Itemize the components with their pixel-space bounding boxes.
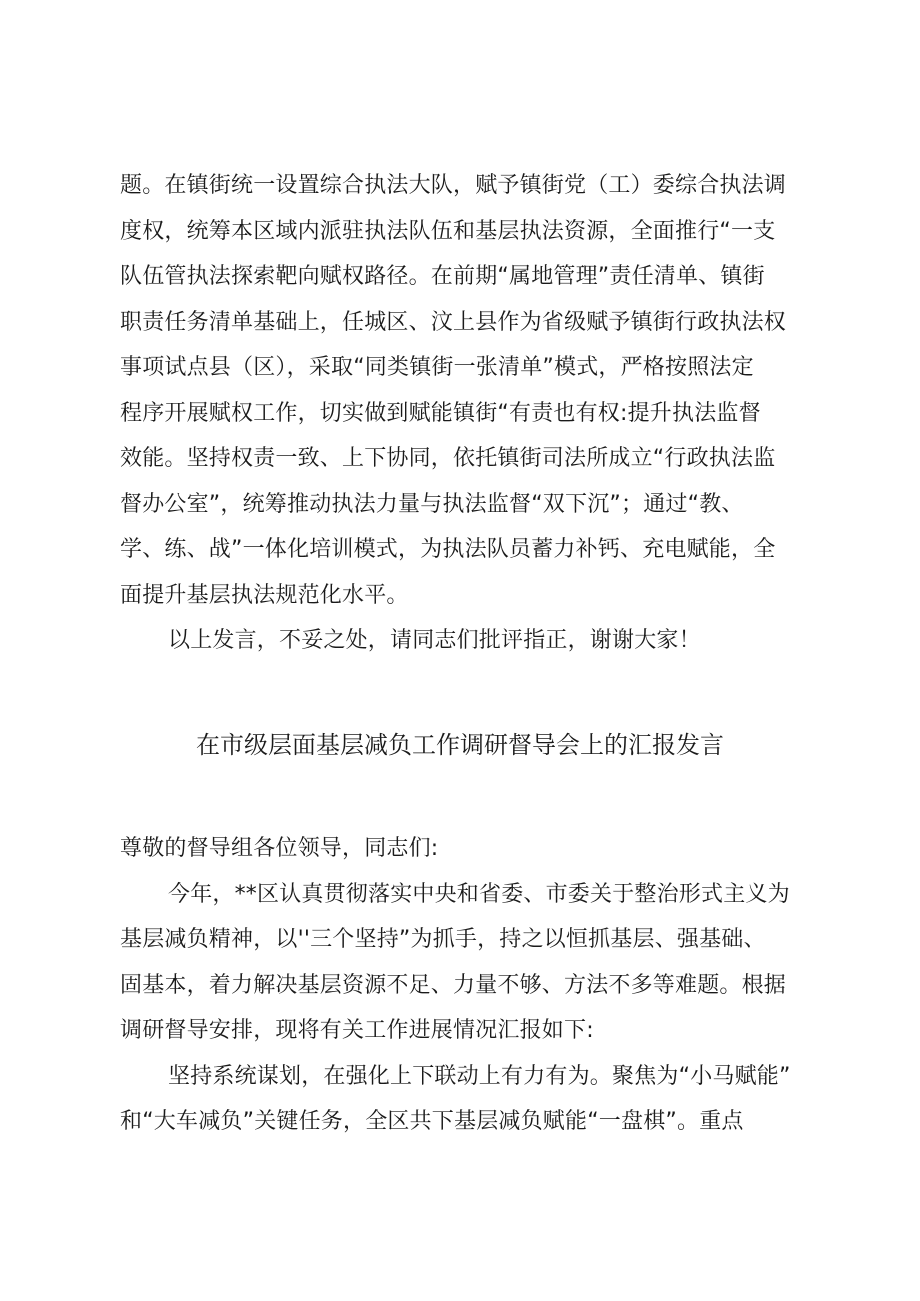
paragraph-line: 坚持系统谋划，在强化上下联动上有力有为。聚焦为“小马赋能” [168, 1063, 791, 1089]
report-speech-body [120, 826, 810, 1145]
paragraph-line: 和“大车减负”关键任务，全区共下基层减负赋能“一盘棋”。重点 [120, 1109, 744, 1134]
paragraph-line: 今年，**区认真贯彻落实中央和省委、市委关于整治形式主义为 [168, 881, 790, 907]
closing-remark: 以上发言，不妥之处，请同志们批评指正，谢谢大家！ [168, 628, 701, 653]
paragraph-line: 督办公室”，统筹推动执法力量与执法监督“双下沉”；通过“教、 [120, 491, 744, 517]
speech-title: 在市级层面基层减负工作调研督导会上的汇报发言 [196, 731, 724, 759]
paragraph-line: 队伍管执法探索靶向赋权路径。在前期“属地管理”责任清单、镇街 [120, 264, 765, 289]
previous-speech-body [120, 163, 810, 664]
paragraph-line: 程序开展赋权工作，切实做到赋能镇街“有责也有权:提升执法监督 [120, 400, 761, 426]
paragraph-line: 基层减负精神，以''三个坚持”为抓手，持之以恒抓基层、强基础、 [120, 927, 766, 952]
paragraph-line: 职责任务清单基础上，任城区、汶上县作为省级赋予镇街行政执法权 [120, 309, 787, 335]
paragraph-line: 学、练、战”一体化培训模式，为执法队员蓄力补钙、充电赋能，全 [120, 537, 776, 562]
paragraph-line: 调研督导安排，现将有关工作进展情况汇报如下: [120, 1018, 594, 1043]
paragraph-line: 面提升基层执法规范化水平。 [120, 582, 409, 608]
paragraph-line: 效能。坚持权责一致、上下协同，依托镇街司法所成立“行政执法监 [120, 446, 776, 471]
paragraph-line: 题。在镇街统一设置综合执法大队，赋予镇街党（工）委综合执法调 [120, 173, 787, 198]
paragraph-line: 固基本，着力解决基层资源不足、力量不够、方法不多等难题。根据 [120, 972, 787, 998]
salutation: 尊敬的督导组各位领导，同志们: [120, 836, 439, 861]
paragraph-line: 事项试点县（区），采取“同类镇街一张清单”模式，严格按照法定 [120, 355, 754, 380]
paragraph-line: 度权，统筹本区域内派驻执法队伍和基层执法资源，全面推行“一支 [120, 218, 776, 244]
